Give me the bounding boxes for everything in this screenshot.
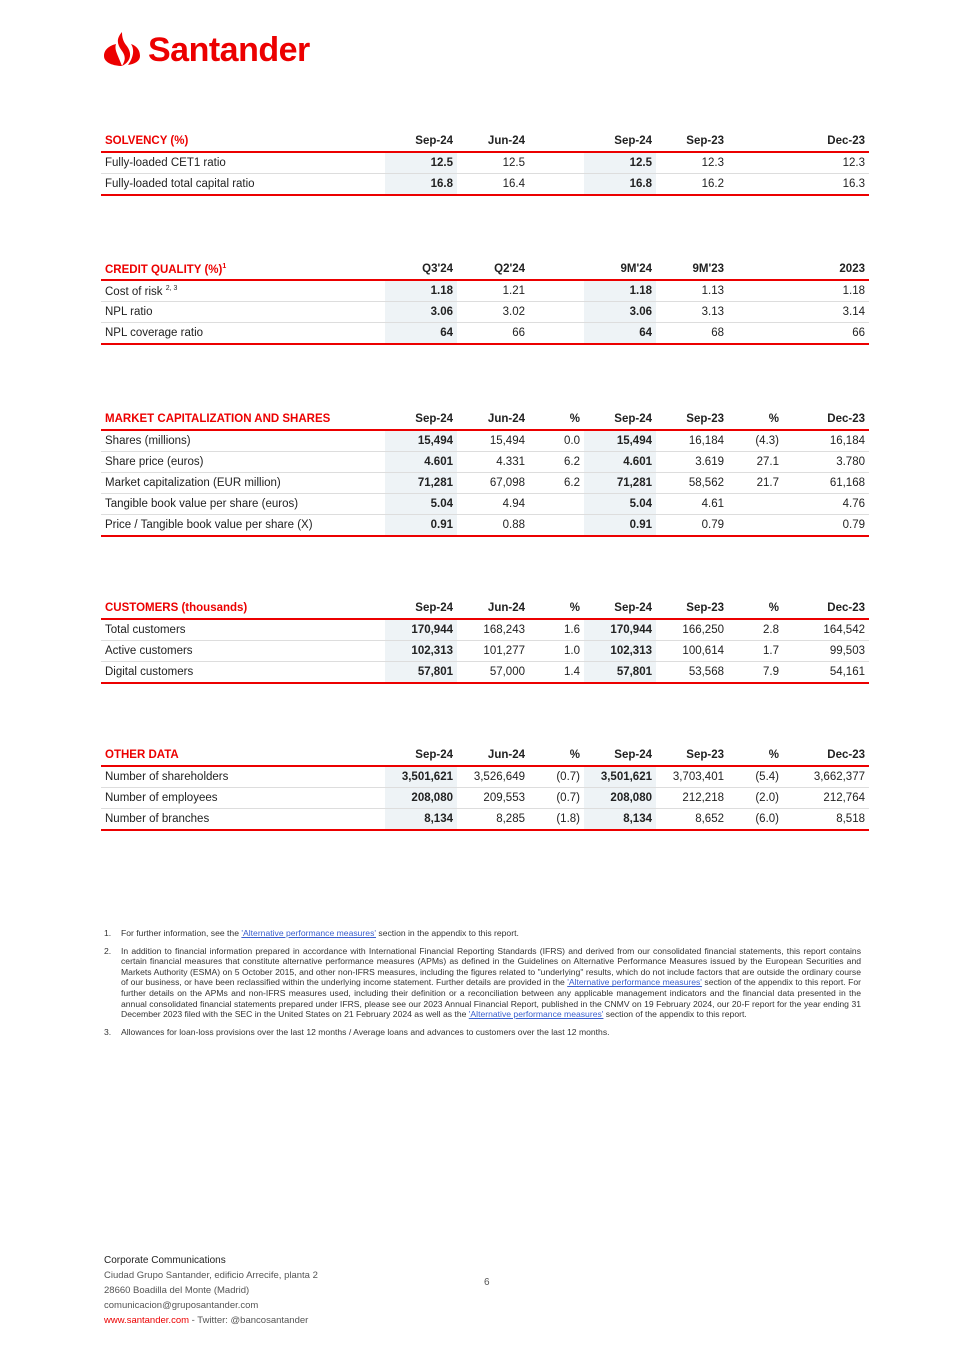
table-cell: 15,494 [457, 430, 529, 452]
data-table [101, 259, 869, 345]
table-cell: 3,662,377 [783, 766, 869, 788]
column-header: Sep-24 [385, 745, 457, 766]
table-cell: 208,080 [385, 788, 457, 809]
table-cell: 166,250 [656, 619, 728, 641]
table-row [101, 280, 869, 302]
table-cell: 12.5 [584, 152, 656, 174]
table-cell: 4.601 [385, 452, 457, 473]
flame-icon [102, 30, 142, 70]
footnote-number: 1. [104, 928, 112, 938]
table-row [101, 473, 869, 494]
table-cell: 1.18 [385, 280, 457, 302]
row-label [101, 280, 385, 302]
table-cell [529, 494, 584, 515]
table-cell: 66 [457, 323, 529, 345]
table-title-text: OTHER DATA [105, 749, 179, 761]
table-cell: 12.3 [783, 152, 869, 174]
column-header: Sep-24 [385, 409, 457, 430]
row-label [101, 174, 385, 196]
row-label-text: Active customers [105, 645, 193, 657]
column-header: Jun-24 [457, 598, 529, 619]
table-title [101, 409, 385, 430]
column-header: Sep-24 [584, 598, 656, 619]
apm-link[interactable]: 'Alternative performance measures' [241, 928, 377, 938]
table-cell: 170,944 [385, 619, 457, 641]
table-cell: 3.14 [783, 302, 869, 323]
column-header: 2023 [783, 259, 869, 280]
table-cell: 71,281 [385, 473, 457, 494]
column-header: Jun-24 [457, 409, 529, 430]
table-cell: 66 [783, 323, 869, 345]
row-label [101, 473, 385, 494]
apm-link[interactable]: 'Alternative performance measures' [468, 1009, 604, 1020]
table-row [101, 641, 869, 662]
table-cell: 68 [656, 323, 728, 345]
column-header: Sep-23 [656, 745, 728, 766]
row-label-text: Number of employees [105, 792, 218, 804]
email-link[interactable]: comunicacion@gruposantander.com [104, 1300, 259, 1311]
column-header: Jun-24 [457, 131, 529, 152]
table-cell: 1.4 [529, 662, 584, 684]
column-header: Sep-23 [656, 131, 728, 152]
table-cell: (5.4) [728, 766, 783, 788]
footnote-1 [104, 928, 861, 939]
table-cell [529, 302, 584, 323]
footnotes [104, 928, 861, 1044]
table-cell: 0.91 [385, 515, 457, 537]
table-cell: 2.8 [728, 619, 783, 641]
column-header: Sep-23 [656, 598, 728, 619]
row-label [101, 430, 385, 452]
table-cell: 164,542 [783, 619, 869, 641]
table-cell: (6.0) [728, 809, 783, 831]
footnote-ref: 1 [222, 262, 227, 270]
table-title-text: MARKET CAPITALIZATION AND SHARES [105, 413, 331, 425]
row-label-text: Number of branches [105, 813, 210, 825]
table-cell: 1.13 [656, 280, 728, 302]
table-cell: 12.3 [656, 152, 728, 174]
row-label-text: Total customers [105, 624, 186, 636]
table-row [101, 152, 869, 174]
table-cell: 3.02 [457, 302, 529, 323]
table-header-row [101, 409, 869, 430]
table-cell: 3.13 [656, 302, 728, 323]
column-header [529, 259, 584, 280]
column-header [728, 259, 783, 280]
table-cell [728, 323, 783, 345]
column-header: % [529, 745, 584, 766]
table-cell: 3.06 [385, 302, 457, 323]
row-label [101, 494, 385, 515]
table-cell: 7.9 [728, 662, 783, 684]
row-label [101, 766, 385, 788]
row-label-text: Fully-loaded total capital ratio [105, 178, 255, 190]
row-label [101, 788, 385, 809]
table-title [101, 259, 385, 280]
table-cell: 168,243 [457, 619, 529, 641]
row-label-text: Tangible book value per share (euros) [105, 498, 299, 510]
table-cell [529, 152, 584, 174]
table-cell: 16,184 [783, 430, 869, 452]
table-cell: 1.18 [584, 280, 656, 302]
table-row [101, 619, 869, 641]
table-cell [728, 494, 783, 515]
table-cell [728, 280, 783, 302]
table-cell: 16.4 [457, 174, 529, 196]
table-cell: 0.91 [584, 515, 656, 537]
table-cell: 57,801 [584, 662, 656, 684]
table-cell: (0.7) [529, 766, 584, 788]
address-line: Ciudad Grupo Santander, edificio Arrecife, planta 2 [104, 1270, 318, 1281]
table-row [101, 323, 869, 345]
table-cell: 102,313 [385, 641, 457, 662]
table-cell: (4.3) [728, 430, 783, 452]
table-cell: (1.8) [529, 809, 584, 831]
column-header: % [728, 598, 783, 619]
footnote-text: Allowances for loan-loss provisions over the last 12 months / Average loans and advances to customers over the last 12 months. [121, 1026, 610, 1037]
page-number: 6 [484, 1277, 490, 1288]
footnote-text: For further information, see the [121, 928, 242, 938]
table-cell [728, 302, 783, 323]
table-cell: 99,503 [783, 641, 869, 662]
row-label [101, 641, 385, 662]
row-label [101, 809, 385, 831]
table-title [101, 745, 385, 766]
table-row [101, 766, 869, 788]
table-cell: 3.780 [783, 452, 869, 473]
table-cell: 8,652 [656, 809, 728, 831]
table-header-row [101, 131, 869, 152]
table-cell: 1.0 [529, 641, 584, 662]
table-row [101, 452, 869, 473]
table-cell: 8,518 [783, 809, 869, 831]
table-cell: 100,614 [656, 641, 728, 662]
column-header: Sep-24 [385, 131, 457, 152]
column-header: Jun-24 [457, 745, 529, 766]
column-header: Sep-24 [584, 409, 656, 430]
table-cell [529, 174, 584, 196]
column-header: Q3'24 [385, 259, 457, 280]
website-link[interactable]: www.santander.com [104, 1315, 190, 1326]
row-label-text: Digital customers [105, 666, 194, 678]
column-header [728, 131, 783, 152]
footnote-text: section in the appendix to this report. [376, 928, 519, 938]
table-cell: 21.7 [728, 473, 783, 494]
row-label [101, 452, 385, 473]
table-cell: 64 [385, 323, 457, 345]
footer-contact [104, 1253, 318, 1328]
data-table [101, 745, 869, 831]
table-row [101, 788, 869, 809]
table-row [101, 809, 869, 831]
table-cell: 0.0 [529, 430, 584, 452]
table-cell: 53,568 [656, 662, 728, 684]
table-cell: (2.0) [728, 788, 783, 809]
table-cell: 0.88 [457, 515, 529, 537]
table-cell: 4.601 [584, 452, 656, 473]
table-cell: 4.94 [457, 494, 529, 515]
row-label [101, 302, 385, 323]
row-label [101, 152, 385, 174]
data-table [101, 131, 869, 196]
footnote-number: 2. [104, 945, 112, 956]
data-table [101, 409, 869, 537]
table-title-text: CREDIT QUALITY (%) [105, 263, 223, 276]
table-cell: 6.2 [529, 452, 584, 473]
table-header-row [101, 259, 869, 280]
row-label [101, 515, 385, 537]
table-cell: 8,285 [457, 809, 529, 831]
table-header-row [101, 598, 869, 619]
footer-heading: Corporate Communications [104, 1255, 226, 1266]
table-cell: 16.3 [783, 174, 869, 196]
table-cell: 1.6 [529, 619, 584, 641]
footnote-3 [104, 1027, 861, 1038]
table-cell: 1.7 [728, 641, 783, 662]
table-cell: 16.8 [584, 174, 656, 196]
table-cell: 15,494 [584, 430, 656, 452]
row-label-text: Number of shareholders [105, 771, 229, 783]
table-cell: 58,562 [656, 473, 728, 494]
table-cell: 16.8 [385, 174, 457, 196]
table-cell: 54,161 [783, 662, 869, 684]
table-cell: 212,218 [656, 788, 728, 809]
column-header [529, 131, 584, 152]
table-header-row [101, 745, 869, 766]
table-cell: 12.5 [385, 152, 457, 174]
santander-logo [102, 30, 310, 70]
table-cell: 3,703,401 [656, 766, 728, 788]
table-cell: 16,184 [656, 430, 728, 452]
table-cell: 8,134 [584, 809, 656, 831]
table-cell: 4.76 [783, 494, 869, 515]
table-cell: 3.619 [656, 452, 728, 473]
table-cell: 3,501,621 [385, 766, 457, 788]
table-cell: (0.7) [529, 788, 584, 809]
table-title [101, 131, 385, 152]
column-header: Sep-24 [385, 598, 457, 619]
table-cell: 101,277 [457, 641, 529, 662]
column-header: % [529, 409, 584, 430]
row-label-text: Cost of risk [105, 285, 163, 298]
table-cell [728, 174, 783, 196]
table-row [101, 662, 869, 684]
brand-name: Santander [148, 30, 310, 69]
table-row [101, 174, 869, 196]
row-label-text: Price / Tangible book value per share (X) [105, 519, 313, 531]
table-cell: 15,494 [385, 430, 457, 452]
table-cell [529, 323, 584, 345]
column-header: 9M'23 [656, 259, 728, 280]
table-cell: 3,526,649 [457, 766, 529, 788]
table-cell: 170,944 [584, 619, 656, 641]
table-cell: 61,168 [783, 473, 869, 494]
column-header: Q2'24 [457, 259, 529, 280]
column-header: Dec-23 [783, 131, 869, 152]
footnote-number: 3. [104, 1026, 112, 1037]
table-title-text: CUSTOMERS (thousands) [105, 602, 248, 614]
column-header: Sep-24 [584, 745, 656, 766]
row-label-text: Shares (millions) [105, 435, 191, 447]
table-row [101, 430, 869, 452]
table-cell: 16.2 [656, 174, 728, 196]
table-cell: 57,801 [385, 662, 457, 684]
row-label-text: Fully-loaded CET1 ratio [105, 157, 226, 169]
table-cell: 0.79 [783, 515, 869, 537]
row-label [101, 662, 385, 684]
table-cell: 5.04 [584, 494, 656, 515]
table-cell: 5.04 [385, 494, 457, 515]
table-cell: 4.61 [656, 494, 728, 515]
column-header: % [728, 745, 783, 766]
table-cell [529, 280, 584, 302]
table-cell: 6.2 [529, 473, 584, 494]
table-title-text: SOLVENCY (%) [105, 135, 189, 147]
table-cell: 208,080 [584, 788, 656, 809]
table-cell: 64 [584, 323, 656, 345]
footnote-ref: 2, 3 [165, 284, 178, 292]
table-cell [728, 515, 783, 537]
column-header: % [529, 598, 584, 619]
table-cell: 8,134 [385, 809, 457, 831]
table-row [101, 515, 869, 537]
table-cell [529, 515, 584, 537]
footnote-text: In addition to financial information prepared in accordance with International Financial Reporting Standards (IFRS) and derived from our consolidated financial statements, this report contains certain financial measures that constitute alternative performance measures (APMs) as defined in the Guidelines on Alternative Performance Measures issued by the European Securities and Markets Authority (ESMA) on 5 October 2015, and other non-IFRS measures, including the figures related to "underlying" results, which do not include factors that are outside the ordinary course of our business, or have been reclassified within the underlying income statement. Further details are provided in the [121, 945, 861, 988]
table-cell: 27.1 [728, 452, 783, 473]
table-cell: 1.18 [783, 280, 869, 302]
column-header: Sep-24 [584, 131, 656, 152]
table-cell: 0.79 [656, 515, 728, 537]
table-row [101, 302, 869, 323]
address-line: 28660 Boadilla del Monte (Madrid) [104, 1285, 250, 1296]
row-label-text: Share price (euros) [105, 456, 204, 468]
table-cell: 3,501,621 [584, 766, 656, 788]
row-label-text: NPL coverage ratio [105, 327, 204, 339]
table-cell: 12.5 [457, 152, 529, 174]
twitter-handle: - Twitter: @bancosantander [189, 1315, 309, 1326]
footnote-text: section of the appendix to this report. For further details on the APMs and non-IFRS measures used, including their definition or a reconciliation between any applicable management indicators and the financial data presented in the annual consolidated financial statements prepared under IFRS, please see our 2023 Annual Financial Report, published in the CNMV on 19 February 2024, our 20-F report for the year ending 31 December 2023 filed with the SEC in the United States on 21 February 2024 as well as the [121, 977, 861, 1020]
table-cell: 209,553 [457, 788, 529, 809]
apm-link[interactable]: 'Alternative performance measures' [567, 977, 702, 988]
column-header: % [728, 409, 783, 430]
row-label [101, 323, 385, 345]
row-label [101, 619, 385, 641]
column-header: Dec-23 [783, 598, 869, 619]
table-cell: 57,000 [457, 662, 529, 684]
table-cell [728, 152, 783, 174]
table-cell: 3.06 [584, 302, 656, 323]
column-header: Dec-23 [783, 745, 869, 766]
data-table [101, 598, 869, 684]
table-cell: 102,313 [584, 641, 656, 662]
table-row [101, 494, 869, 515]
table-title [101, 598, 385, 619]
table-cell: 4.331 [457, 452, 529, 473]
footnote-text: section of the appendix to this report. [603, 1009, 747, 1020]
footnote-2 [104, 946, 861, 1020]
table-cell: 71,281 [584, 473, 656, 494]
column-header: Sep-23 [656, 409, 728, 430]
row-label-text: Market capitalization (EUR million) [105, 477, 281, 489]
row-label-text: NPL ratio [105, 306, 153, 318]
table-cell: 67,098 [457, 473, 529, 494]
table-cell: 212,764 [783, 788, 869, 809]
column-header: 9M'24 [584, 259, 656, 280]
column-header: Dec-23 [783, 409, 869, 430]
table-cell: 1.21 [457, 280, 529, 302]
